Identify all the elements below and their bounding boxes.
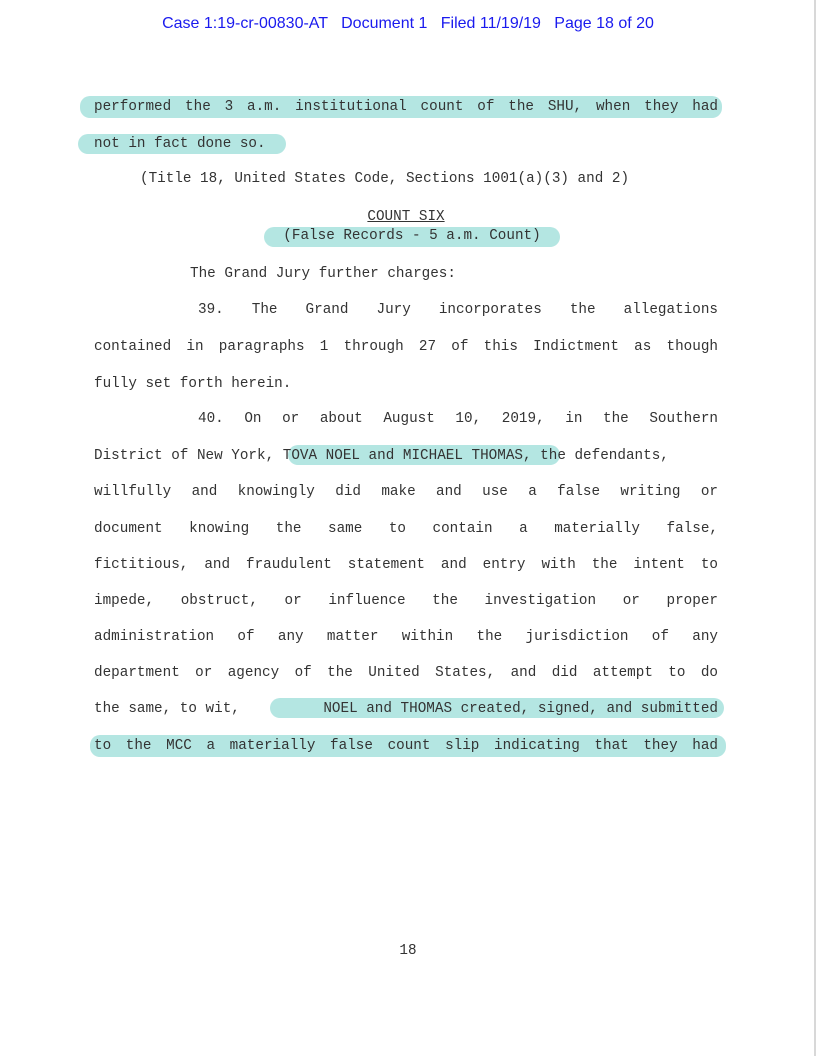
count-title: COUNT SIX: [367, 209, 445, 225]
case-header: [0, 15, 816, 33]
paragraph-40-line: willfully and knowingly did make and use a false writing or: [94, 484, 718, 500]
grand-jury-charges: The Grand Jury further charges:: [190, 266, 456, 282]
defendants-names: TOVA NOEL and MICHAEL THOMAS: [282, 448, 523, 464]
paragraph-40-line: District of New York, TOVA NOEL and MICHAEL THOMAS, the defendants,: [94, 448, 669, 464]
paragraph-40-line: fictitious, and fraudulent statement and entry with the intent to: [94, 557, 718, 573]
count-subtitle: (False Records - 5 a.m. Count): [283, 228, 541, 244]
paragraph-40-line: department or agency of the United States, and did attempt to do: [94, 665, 718, 681]
text-line: not in fact done so.: [94, 136, 266, 152]
paragraph-39-line: 39. The Grand Jury incorporates the allegations: [198, 302, 718, 318]
document-number: Document 1: [341, 15, 428, 32]
paragraph-40-line: 40. On or about August 10, 2019, in the Southern: [198, 411, 718, 427]
paragraph-40-line: impede, obstruct, or influence the investigation or proper: [94, 593, 718, 609]
paragraph-39-line: fully set forth herein.: [94, 376, 292, 392]
case-number: Case 1:19-cr-00830-AT: [162, 15, 328, 32]
paragraph-40-line: the same, to wit, NOEL and THOMAS created, signed, and submitted: [94, 701, 718, 717]
page-number: 18: [399, 943, 417, 959]
page-indicator: Page 18 of 20: [554, 15, 654, 32]
text-line: performed the 3 a.m. institutional count of the SHU, when they had: [94, 99, 718, 115]
paragraph-40-line: administration of any matter within the jurisdiction of any: [94, 629, 718, 645]
paragraph-40-line: document knowing the same to contain a materially false,: [94, 521, 718, 537]
highlighted-phrase: NOEL and THOMAS created, signed, and submitted: [323, 701, 718, 717]
filed-date: Filed 11/19/19: [440, 15, 541, 32]
paragraph-39-line: contained in paragraphs 1 through 27 of this Indictment as though: [94, 339, 718, 355]
paragraph-40-line: to the MCC a materially false count slip indicating that they had: [94, 738, 718, 754]
statute-citation: (Title 18, United States Code, Sections 1001(a)(3) and 2): [140, 171, 630, 187]
